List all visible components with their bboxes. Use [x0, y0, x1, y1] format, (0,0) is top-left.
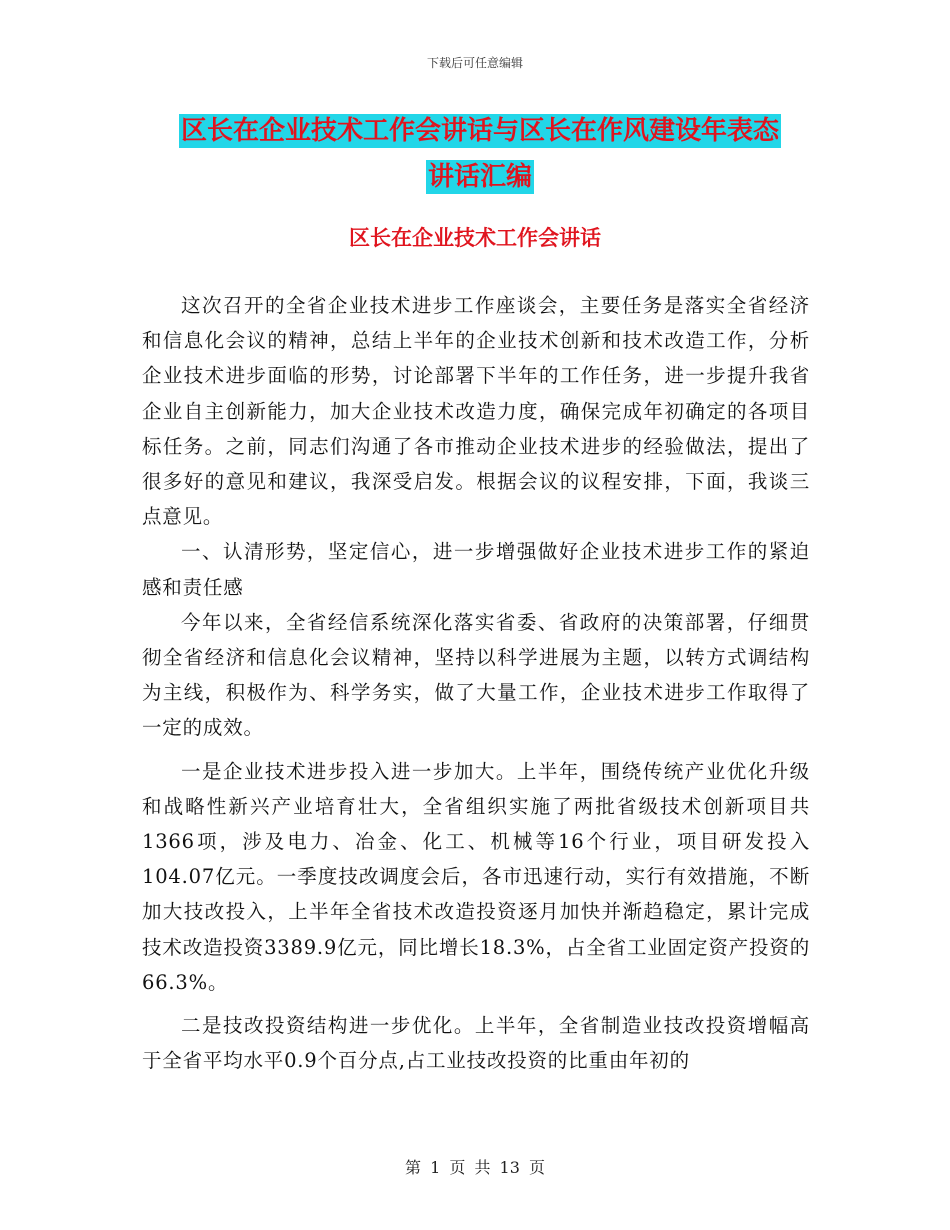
paragraph-heading-1: 一、认清形势，坚定信心，进一步增强做好企业技术进步工作的紧迫感和责任感 [142, 540, 810, 599]
paragraph-point-2: 二是技改投资结构进一步优化。上半年，全省制造业技改投资增幅高于全省平均水平0.9个百分点,占工业技改投资的比重由年初的 [142, 1014, 810, 1073]
paragraph-situation: 今年以来，全省经信系统深化落实省委、省政府的决策部署，仔细贯彻全省经济和信息化会议精神，坚持以科学进展为主题，以转方式调结构为主线，积极作为、科学务实，做了大量工作，企业技术进步工作取得了一定的成效。 [142, 610, 810, 740]
header-note: 下载后可任意编辑 [426, 56, 523, 70]
document-title [150, 108, 810, 200]
document-body [142, 288, 810, 1078]
paragraph-point-1: 一是企业技术进步投入进一步加大。上半年，围绕传统产业优化升级和战略性新兴产业培育壮大，全省组织实施了两批省级技术创新项目共1366项，涉及电力、冶金、化工、机械等16个行业，项目研发投入104.07亿元。一季度技改调度会后，各市迅速行动，实行有效措施，不断加大技改投入，上半年全省技术改造投资逐月加快并渐趋稳定，累计完成技术改造投资3389.9亿元，同比增长18.3%，占全省工业固定资产投资的66.3%。 [142, 759, 810, 994]
document-title-line1: 区长在企业技术工作会讲话与区长在作风建设年表态 [180, 116, 779, 146]
page-footer: 第 1 页 共 13 页 [405, 1158, 545, 1177]
section-title: 区长在企业技术工作会讲话 [349, 226, 601, 250]
document-title-line2: 讲话汇编 [427, 162, 532, 192]
paragraph-intro: 这次召开的全省企业技术进步工作座谈会，主要任务是落实全省经济和信息化会议的精神，总结上半年的企业技术创新和技术改造工作，分析企业技术进步面临的形势，讨论部署下半年的工作任务，进一步提升我省企业自主创新能力，加大企业技术改造力度，确保完成年初确定的各项目标任务。之前，同志们沟通了各市推动企业技术进步的经验做法，提出了很多好的意见和建议，我深受启发。根据会议的议程安排，下面，我谈三点意见。 [142, 294, 810, 529]
